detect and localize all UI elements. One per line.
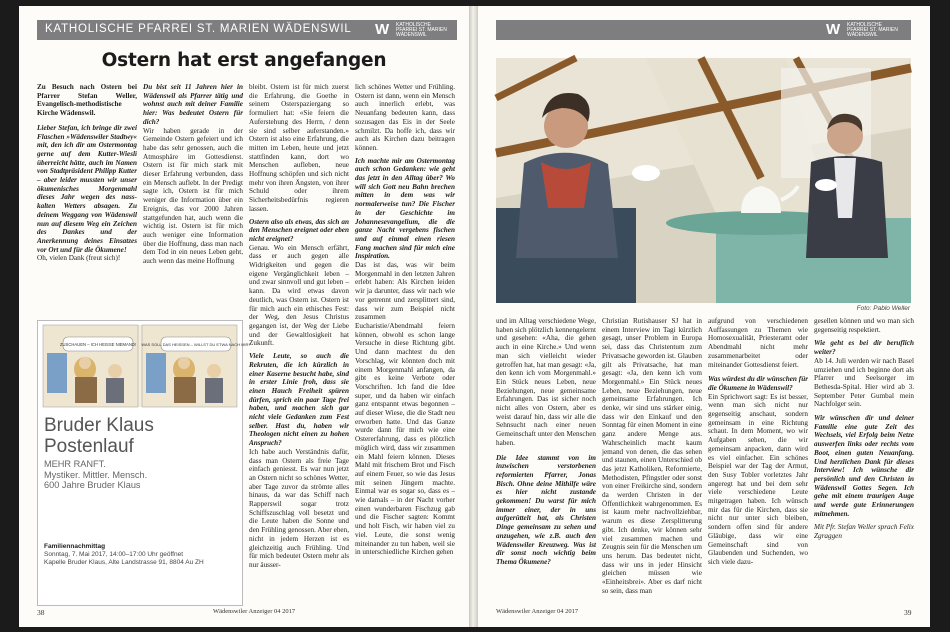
publication-footer-left: Wädenswiler Anzeiger 04 2017 — [213, 608, 296, 615]
section-header-title: KATHOLISCHE PFARREI ST. MARIEN WÄDENSWIL — [45, 23, 352, 35]
publication-footer-right: Wädenswiler Anzeiger 04 2017 — [496, 608, 579, 615]
ad-title-line-1: Bruder Klaus — [44, 415, 154, 436]
ad-title — [44, 415, 154, 457]
answer-7: Ein Sprichwort sagt: Es ist besser, wenn man sich nicht nur gegenseitig anschaut, sondern gemeinsam in eine Richtung schaut. In dem Moment, wo wir Aufgaben sehen, die wir gemeinsam anpacken, dann wird es viel einfacher. Ein schönes Beispiel war der Tag der Armut, den Susy Tobler vorletztes Jahr angeregt hat und bei dem sehr viele verschiedene Leute mitgetragen haben. Ich wünsch mir das für die Kirchen, dass sie nicht nur unter sich bleiben, sondern offen sind für andere Gläubige, dass wir eine Gemeinschaft sind von Glaubenden und Suchenden, wo sich viele dazu- — [708, 392, 808, 566]
answer-1: Oh, vielen Dank (freut sich)! — [37, 254, 121, 263]
answer-7-continued: gesellen können und wo man sich gegenseitig respektiert. — [814, 317, 914, 334]
answer-5: Das ist das, was wir beim Morgenmahl in den letzten Jahren erlebt haben: Als Kirchen leiden wir ja darunter, dass wir nach wie vor getrennt und zersplittert sind, dass wir zum Beispiel nicht zusammen Eucharistie/Abendmahl feiern können, obwohl es schon lange Versuche in diese Richtung gibt. Und dann machtest du den Vorschlag, wir könnten doch mit einem Morgenmahl anfangen, da gibt es keine Verbote oder Vorschriften. Ich fand die Idee super, und da haben wir einfach ganz entspannt etwas begonnen – auf dieser Wiese, die die Stadt neu erworben hatte. Und das Ganze wurde dann für mich wie eine Ostererfahrung, dass es plötzlich möglich wird, dass wir zusammen ein Mahl feiern können. Dieses Mahl mit frischem Brot und Fisch auf einem Feuer, so wie das Jesus mit seinen Jüngern machte. Einmal war es sogar so, dass es – wie damals – in der Nacht vorher einen wunderbaren Fischzug gab und die Fischer sagten: Kommt und holt Fisch, wir haben viel zu viel. Leute, die sonst wenig miteinander zu tun haben, weil sie in unterschiedliche Kirchen gehen — [355, 261, 455, 557]
section-header — [37, 20, 457, 40]
answer-8: Ab 14. Juli werden wir nach Basel umziehen und ich beginne dort als Pfarrer und Seelsorger im Bethesda-Spital. Hier wird ab 3. September Peter Gumbal mein Nachfolger sein. — [814, 356, 914, 409]
ad-title-line-2: Postenlauf — [44, 436, 134, 457]
bruder-klaus-ad — [37, 320, 251, 606]
article-column-8 — [814, 317, 914, 605]
question-4: Viele Leute, so auch die Rekruten, die ich kürzlich in einer Kaserne besucht habe, sind in erster Linie froh, dass sie einen Hauch Freiheit spüren dürfen, sprich ein paar Tage frei haben, und machen sich gar nicht viele Gedanken zum Fest selber. Hast du, haben wir Theologen nicht einen zu hohen Anspruch? — [249, 352, 349, 448]
article-intro: Zu Besuch nach Ostern bei Pfarrer Stefan Weller, Evangelisch-methodistische Kirche Wädenswil. — [37, 83, 137, 118]
ad-cartoon — [43, 325, 251, 407]
ad-subtitle-line-2: Mystiker. Mittler. Mensch. — [44, 469, 148, 480]
ad-subtitle-line-1: MEHR RANFT. — [44, 459, 106, 469]
article-column-2 — [143, 83, 243, 266]
question-1: Lieber Stefan, ich bringe dir zwei Flaschen »Wädenswiler Stadtwy« mit, den ich dir am Ostermontag gerne auf dem Kutter-Wieslì überreicht hätte, auch im Namen von Stadtpräsident Philipp Kutter – aber leider mussten wir unser ökumenisches Morgenmahl dieses Jahr wegen des nass-kalten Wetters absagen. Zu deinem Weggang von Wädenswil nun auf diesem Weg ein Zeichen des Dankes und der Anerkennung deines Einsatzes vor Ort und für die Ökumene! — [37, 123, 137, 254]
parish-logo — [375, 22, 447, 38]
answer-4-continued: lich schönes Wetter und Frühling. Ostern ist dann, wenn ein Mensch auch innerlich erlebt, was Neuanfang bedeuten kann, dass sozusagen das Eis in der Seele schmilzt. Da hoffe ich, dass wir auch als Kirchen dazu beitragen können. — [355, 83, 455, 152]
parish-logo-text-right: KATHOLISCHE PFARREI ST. MARIEN WÄDENSWIL — [847, 22, 898, 38]
cartoon-caption-left: ZUSCHAUEN – ICH HEISSE NIEMAND! — [59, 342, 137, 347]
answer-6-continued: aufgrund von verschiedenen Auffassungen zu Themen wie Homosexualität, Priesteramt oder Abendmahl nicht mehr zusammenarbeitet oder miteinander Gottesdienst feiert. — [708, 317, 808, 369]
left-page — [19, 6, 469, 627]
article-column-6 — [602, 317, 702, 605]
photo-illustration — [496, 58, 911, 303]
question-6: Die Idee stammt von im inzwischen verstorbenen reformierten Pfarrer, Jonas Bisch. Ohne deine Mithilfe wäre es hier nicht zustande gekommen! Du warst für mich immer einer, der in uns aufgerüttelt hat, als Christen Dinge gemeinsam zu sehen und anzugehen, wie z.B. auch den Wädenswiler Kreuzweg. Was ist dir sonst noch wichtig beim Thema Ökumene? — [496, 453, 596, 566]
question-5: Ich machte mir am Ostermontag auch schon Gedanken: wie geht das jetzt in den Alltag über? Wo will sich Gott neu Bahn brechen mitten in dem was wir normalerweise tun? Die Fischer in der Geschichte im Johannesevangelium, die die ganze Nacht vergebens fischen und auf einmal einen riesen Fang machen sind für mich eine Inspiration. — [355, 156, 455, 261]
cartoon-caption-right: WAS SOLL DAS HEISSEN – WILLST DU ETWA NACH MIR? — [141, 342, 251, 347]
answer-5-continued: und im Alltag verschiedene Wege, haben sich plötzlich kennengelernt und gesehen: «Aha, die gehen auch in eine Kirche.» Und wenn man sich vielleicht wieder getroffen hat, hat man gesagt: «Ja, den kenn ich vom Morgenmahl.» Ein Stück neues Leben, neue Beziehungen, neue gemeinsame Erfahrungen. Das ist sicher noch nicht alles von Ostern, aber es weist darauf hin, dass wir alle die Sehnsucht nach einer neuen Gemeinschaft unter den Menschen haben. — [496, 317, 596, 447]
interview-photo — [496, 58, 911, 303]
ad-event-title: Familiennachmittag — [44, 543, 106, 550]
article-column-5 — [496, 317, 596, 605]
section-header-right — [496, 20, 911, 40]
article-column-4 — [355, 83, 455, 603]
article-column-3 — [249, 83, 349, 603]
ad-subtitle — [44, 459, 147, 491]
question-2: Du bist seit 11 Jahren hier in Wädenswil als Pfarrer tätig und wohnst auch mit deiner Familie hier: Was bedeutet Ostern für dich? — [143, 83, 243, 126]
answer-2: Wir haben gerade in der Gemeinde Ostern gefeiert und ich habe das sehr genossen, auch die Atmosphäre im Gottesdienst. Ostern ist für mich stark mit dieser Erfahrung verbunden, dass ein Mensch auflebt. In der Predigt sagte ich, Ostern ist für mich weniger die Information über ein Ereignis, das vor 2000 Jahren stattgefunden hat, auch wenn die wichtig ist. Ostern ist für mich auch weniger eine Information über die Hoffnung, dass man nach dem Tod in ein neues Leben geht, auch wenn das meine Hoffnung — [143, 126, 243, 266]
page-gutter — [469, 6, 478, 627]
answer-6: Christian Rutishauser SJ hat in einem Interview im Tagi kürzlich gesagt, unser Problem in Europa sei, dass das Christentum zum Privatsache geworden ist. Glauben gilt als Privatsache, hat man gesagt: «Ja, den kenn ich vom Morgenmahl.» Ein Stück neues Leben, neue Beziehungen, neue gemeinsame Erfahrungen. Ich denke, wir sind uns stärker einig, dass wir den Einkauf und den Sonntag für einen Moment in eine ganz andere Menge aus. Wahrscheinlich macht kaum jemand von denen, die das sehen und staunen, einen Unterschied ob das jetzt Katholiken, Reformierte, Methodisten, Pfingstler oder sonst von einer Freikirche sind, sondern da werden Christen in der Öffentlichkeit wahrgenommen. Es ist kaum mehr nachvollziehbar, warum es diese Zersplitterung gibt. Ich denke, wir können sehr viel zusammen machen und Zeugnis sein für die Menschen um uns herum. Das bedeutet nicht, dass wir uns in jeder Hinsicht gleichen müssen wie «Einheitsbrei». Aber es darf nicht so sein, dass man — [602, 317, 702, 595]
right-page — [478, 6, 930, 627]
cartoon-illustration — [43, 325, 251, 407]
parish-logo-text: KATHOLISCHE PFARREI ST. MARIEN WÄDENSWIL — [396, 22, 447, 38]
parish-logo-right — [826, 22, 898, 38]
answer-4: Ich habe auch Verständnis dafür, dass man Ostern als freie Tage einfach geniesst. Es war nun jetzt an Ostern nicht so schönes Wetter, aber Tage zuvor da strömte alles hinaus, da war das Schiff nach Rapperswil sogar trotz Schiffszuschlag voll besetzt und die Leute haben die Sonne und den Frühling genossen. Aber eben, nicht in jedem Herzen ist es gleichzeitig auch Frühling. Und für mich bedeutet Ostern mehr als nur äusser- — [249, 447, 349, 569]
article-title: Ostern hat erst angefangen — [101, 50, 387, 71]
question-8: Wie geht es bei dir beruflich weiter? — [814, 339, 914, 357]
page-number-right: 39 — [904, 608, 912, 617]
answer-3: Genau. Wo ein Mensch erfährt, dass er auch gegen alle Widrigkeiten und gegen die eigene Vergänglichkeit leben – und zwar sinnvoll und gut leben – kann. Da wird etwas davon deutlich, was Ostern ist. Ostern ist für mich auch ein ethisches Fest: der Weg, den Jesus Christus gegangen ist, der Weg der Liebe und der Gewaltlosigkeit hat Zukunft. — [249, 243, 349, 348]
article-column-7 — [708, 317, 808, 605]
article-signature: Mit Pfr. Stefan Weller sprach Felix Zgraggen — [814, 523, 914, 541]
question-7: Was würdest du dir wünschen für die Ökumene in Wädenswil? — [708, 375, 808, 392]
parish-logo-mark-right: W — [826, 21, 839, 38]
article-column-1 — [37, 83, 137, 263]
answer-2-continued: bleibt. Ostern ist für mich zuerst die Erfahrung, die Goethe in seinem Osterspaziergang so formuliert hat: «Sie feiern die Auferstehung des Herrn, / denn sie sind selber auferstanden.» Ostern ist also eine Erfahrung, die mitten im Leben, heute und jetzt stattfinden kann, dort wo Menschen aufleben, neue Hoffnung schöpfen und sich nicht mehr von ihren Ängsten, von ihrer Schuld oder ihrem Sicherheitsbedürfnis regieren lassen. — [249, 83, 349, 213]
ad-event-place: Kapelle Bruder Klaus, Alte Landstrasse 91, 8804 Au ZH — [44, 559, 204, 567]
question-9: Wir wünschen dir und deiner Familie eine gute Zeit des Wechsels, viel Erfolg beim Netze auswerfen links oder rechts vom Boot, einen guten Neuanfang. Und herzlichen Dank für dieses Interview! Ich wünsche dir persönlich und den Christen in Wädenswil Gottes Segen. Ich gehe mit einem traurigen Auge und werde gute Erinnerungen mitnehmen. — [814, 414, 914, 518]
parish-logo-mark: W — [375, 21, 388, 38]
question-3: Ostern also als etwas, das sich an den Menschen ereignet oder eben nicht ereignet? — [249, 217, 349, 243]
ad-event-date: Sonntag, 7. Mai 2017, 14:00–17:00 Uhr geöffnet — [44, 551, 184, 559]
photo-credit: Foto: Pablo Weller — [856, 305, 910, 312]
ad-event-info — [44, 543, 204, 568]
page-number-left: 38 — [37, 608, 45, 617]
ad-subtitle-line-3: 600 Jahre Bruder Klaus — [44, 480, 141, 490]
